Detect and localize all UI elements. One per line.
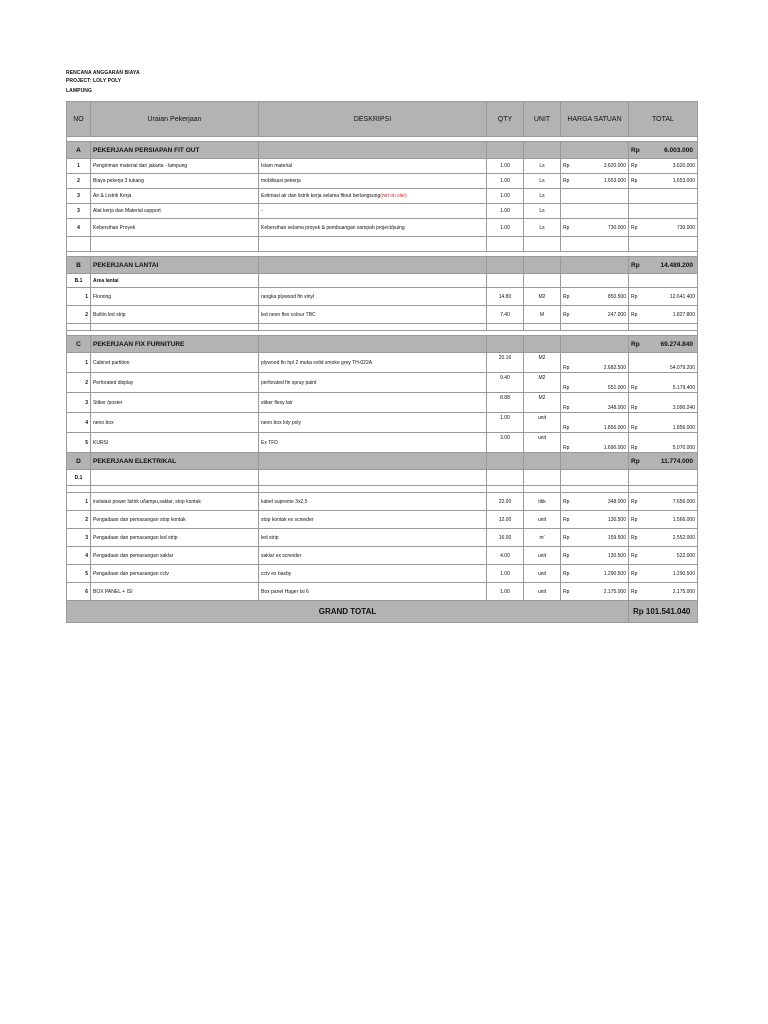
item-unit: Ls [524,189,561,204]
item-uraian: neno box [91,413,259,433]
item-no: 4 [67,547,91,565]
empty-row [67,324,698,331]
item-unit: Ls [524,219,561,237]
item-qty: 1.00 [487,189,524,204]
item-qty: 20.16 [487,353,524,373]
section-name: PEKERJAAN LANTAI [91,257,259,274]
sub-no: B.1 [67,274,91,288]
item-uraian: KURSI [91,433,259,453]
empty-row [67,486,698,493]
item-unit: unit [524,565,561,583]
item-qty: 16.00 [487,529,524,547]
item-qty: 1.00 [487,413,524,433]
item-total: Rp 1.827.800 [629,306,698,324]
item-total: Rp 1.290.500 [629,565,698,583]
item-qty: 1.00 [487,174,524,189]
table-row [67,393,698,413]
item-total: Rp 3.620.000 [629,159,698,174]
section-total-value: 6.003.000 [664,146,693,154]
item-unit: M2 [524,393,561,413]
section-total: Rp 11.774.000 [629,453,698,470]
item-desc: mobilisasi pekerja [259,174,487,189]
item-total: Rp 5.179.400 [629,373,698,393]
item-price: Rp 130.500 [561,511,629,529]
item-price: Rp 3.620.000 [561,159,629,174]
item-price: Rp 1.856.000 [561,413,629,433]
item-qty: 9.40 [487,373,524,393]
grand-total-value: Rp 101.541.040 [629,601,698,623]
item-no: 4 [67,413,91,433]
item-price: Rp 1.290.500 [561,565,629,583]
project-name: PROJECT: LOLY POLY [66,78,122,84]
item-uraian: BOX PANEL + ISI [91,583,259,601]
section-name: PEKERJAAN FIX FURNITURE [91,336,259,353]
item-uraian: Cabinet partition [91,353,259,373]
item-no: 3 [67,529,91,547]
item-qty: 7.40 [487,306,524,324]
item-desc: Estimasi air dan listrik kerja selama fitout berlangsung(net on site) [259,189,487,204]
item-qty: 4.00 [487,547,524,565]
item-no: 2 [67,306,91,324]
table-row [67,159,698,174]
item-no: 4 [67,219,91,237]
item-uraian: instalasi power listrik u/lampu,saklar, stop kontak [91,493,259,511]
item-total: Rp 522.000 [629,547,698,565]
item-no: 3 [67,204,91,219]
section-total-value: 14.489.200 [660,261,693,269]
table-row [67,413,698,433]
item-desc: kabel supreme 3x2,5 [259,493,487,511]
item-price: Rp 1.653.000 [561,174,629,189]
project-location: LAMPUNG [66,88,92,94]
item-price: Rp 130.500 [561,547,629,565]
section-total [629,142,698,159]
column-header-row [67,102,698,137]
item-qty: 1.00 [487,159,524,174]
col-harga: HARGA SATUAN [561,102,629,137]
item-total: Rp 1.653.000 [629,174,698,189]
item-total: Rp 730.000 [629,219,698,237]
item-price: Rp 551.000 [561,373,629,393]
item-unit: unit [524,413,561,433]
item-unit: unit [524,511,561,529]
col-uraian: Uraian Pekerjaan [91,102,259,137]
item-no: 1 [67,288,91,306]
item-no: 3 [67,189,91,204]
item-desc: saklar ex scneider [259,547,487,565]
item-no: 1 [67,353,91,373]
item-desc: led strip [259,529,487,547]
table-row [67,288,698,306]
item-price: Rp 159.500 [561,529,629,547]
item-uraian: Pengiriman material dari jakarta - lampung [91,159,259,174]
item-unit: unit [524,547,561,565]
section-c-header [67,336,698,353]
item-no: 6 [67,583,91,601]
item-total: Rp 1.566.000 [629,511,698,529]
item-uraian: Pengadaan dan pemasangan led strip [91,529,259,547]
section-no: D [67,453,91,470]
item-uraian: Perforated display [91,373,259,393]
table-row [67,219,698,237]
col-qty: QTY [487,102,524,137]
item-price: Rp 730.000 [561,219,629,237]
col-unit: UNIT [524,102,561,137]
grand-total-row [67,601,698,623]
item-unit: Ls [524,159,561,174]
item-price: Rp 1.690.000 [561,433,629,453]
sub-no: D.1 [67,470,91,486]
col-no: NO [67,102,91,137]
item-total: 54.079.200 [629,353,698,373]
budget-table [66,101,698,623]
grand-total-label: GRAND TOTAL [67,601,629,623]
item-qty: 8.88 [487,393,524,413]
item-total: Rp 2.552.000 [629,529,698,547]
item-uraian: Stiker /poster [91,393,259,413]
item-desc: led neon flex colour TBC [259,306,487,324]
section-name: PEKERJAAN PERSIAPAN FIT OUT [91,142,259,159]
item-total: Rp 3.090.240 [629,393,698,413]
item-desc: - [259,204,487,219]
item-desc: perforated fin spray paint [259,373,487,393]
item-unit: M2 [524,353,561,373]
item-uraian: Biaya pekerja 3 tukang [91,174,259,189]
item-desc: Ex TFD [259,433,487,453]
empty-row [67,237,698,252]
item-desc: neon box loly poly [259,413,487,433]
section-no: B [67,257,91,274]
section-name: PEKERJAAN ELEKTRIKAL [91,453,259,470]
item-price: Rp 850.500 [561,288,629,306]
table-row [67,583,698,601]
item-uraian: Builtin led strip [91,306,259,324]
table-row [67,433,698,453]
section-d-header [67,453,698,470]
item-uraian: Air & Listrik Kerja [91,189,259,204]
item-desc: Box panel Hager Isi 6 [259,583,487,601]
item-unit: M [524,306,561,324]
item-no: 1 [67,493,91,511]
col-deskripsi: DESKRIPSI [259,102,487,137]
item-total: Rp 1.856.000 [629,413,698,433]
item-no: 3 [67,393,91,413]
item-desc: stiker flexy lair [259,393,487,413]
table-row [67,529,698,547]
item-unit: M2 [524,288,561,306]
section-no: A [67,142,91,159]
table-row [67,353,698,373]
item-price: Rp 247.000 [561,306,629,324]
item-no: 2 [67,174,91,189]
table-row [67,547,698,565]
item-uraian: Alat kerja dan Material support [91,204,259,219]
table-row [67,174,698,189]
item-unit: titik [524,493,561,511]
item-unit: Ls [524,204,561,219]
section-total: Rp 69.274.840 [629,336,698,353]
table-row [67,189,698,204]
sub-name: Area lantai [91,274,259,288]
item-unit: Ls [524,174,561,189]
item-desc: plywood fin hpl 2 muka solid smoke grey TH-022A [259,353,487,373]
item-desc: rangka plywood fin vinyl [259,288,487,306]
item-no: 5 [67,565,91,583]
item-price: Rp 348.000 [561,393,629,413]
col-total: TOTAL [629,102,698,137]
item-desc: Kebersihan selama proyek & pembuangan sampah project/puing [259,219,487,237]
item-no: 1 [67,159,91,174]
item-price: Rp 2.175.000 [561,583,629,601]
item-price: Rp 2.682.500 [561,353,629,373]
item-qty: 1.00 [487,204,524,219]
table-row [67,373,698,393]
section-a-header [67,142,698,159]
item-total: Rp 2.175.000 [629,583,698,601]
item-qty: 12.00 [487,511,524,529]
item-total: Rp 5.070.000 [629,433,698,453]
section-total: Rp 14.489.200 [629,257,698,274]
item-unit: unit [524,433,561,453]
item-uraian: Flooring [91,288,259,306]
subsection-row [67,470,698,486]
item-qty: 3.00 [487,433,524,453]
item-unit: M2 [524,373,561,393]
item-unit: m' [524,529,561,547]
item-desc: stop kontak ex scneider [259,511,487,529]
item-total: Rp 7.656.000 [629,493,698,511]
item-unit: unit [524,583,561,601]
item-qty: 14.80 [487,288,524,306]
table-row [67,204,698,219]
item-no: 2 [67,373,91,393]
item-qty: 1.00 [487,565,524,583]
section-total-value: 11.774.000 [660,457,693,465]
item-no: 5 [67,433,91,453]
item-desc: Islam material [259,159,487,174]
item-no: 2 [67,511,91,529]
item-qty: 1.00 [487,219,524,237]
item-total: Rp 12.641.400 [629,288,698,306]
section-b-header [67,257,698,274]
section-no: C [67,336,91,353]
currency: Rp [631,146,640,154]
document-title: RENCANA ANGGARAN BIAYA [66,70,140,76]
subsection-row [67,274,698,288]
table-row [67,511,698,529]
table-row [67,565,698,583]
table-row [67,493,698,511]
item-uraian: Pengadaan dan pemasangan saklar [91,547,259,565]
table-row [67,306,698,324]
item-uraian: Pengadaan dan pemasangan cctv [91,565,259,583]
item-note: (net on site) [380,193,407,199]
item-qty: 22.00 [487,493,524,511]
item-desc: cctv ex baxby [259,565,487,583]
section-total-value: 69.274.840 [660,340,693,348]
item-price: Rp 348.000 [561,493,629,511]
item-uraian: Pengadaan dan pemasangan stop kontak [91,511,259,529]
item-qty: 1.00 [487,583,524,601]
item-uraian: Kebersihan Proyek [91,219,259,237]
